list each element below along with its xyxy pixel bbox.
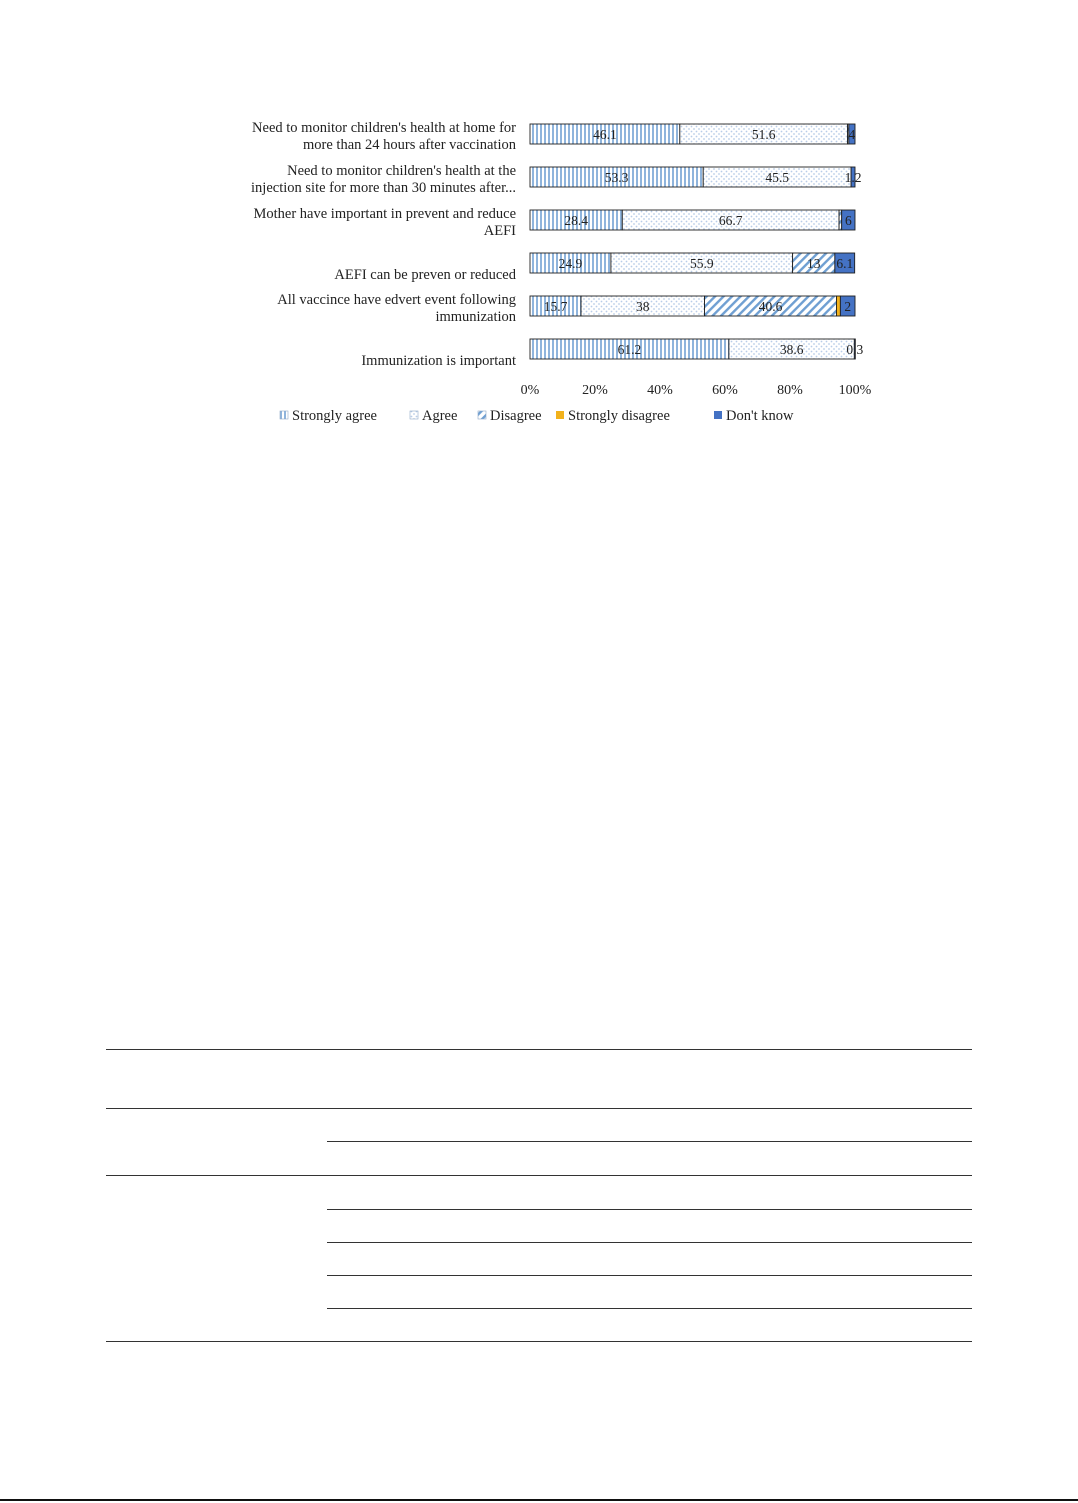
data-label: 55.9 <box>689 256 714 271</box>
data-label: 2 <box>844 299 852 314</box>
stacked-bar-chart <box>0 0 1078 440</box>
category-labels <box>251 120 517 369</box>
x-tick-label: 100% <box>838 383 872 398</box>
table-subrow-rule <box>327 1141 972 1142</box>
data-label: 46.1 <box>593 127 617 142</box>
category-label: AEFI can be preven or reduced <box>334 267 516 283</box>
legend-swatch <box>280 411 288 419</box>
x-tick-label: 40% <box>647 383 673 398</box>
table-top-rule <box>106 1049 972 1050</box>
page-bottom-rule <box>0 1499 1078 1501</box>
data-label: 0.3 <box>846 342 864 357</box>
x-tick-label: 60% <box>712 383 738 398</box>
legend-label: Agree <box>422 408 458 424</box>
table-subrow-rule <box>327 1209 972 1210</box>
category-label: Immunization is important <box>361 353 516 369</box>
legend-swatch <box>478 411 486 419</box>
legend-label: Don't know <box>726 408 794 424</box>
x-tick-label: 0% <box>520 383 540 398</box>
legend-swatch <box>714 411 722 419</box>
bar-segment <box>836 296 840 316</box>
x-tick-label: 80% <box>777 383 803 398</box>
data-label: 28.4 <box>564 213 588 228</box>
data-label: 4 <box>848 127 856 142</box>
category-label: All vaccince have edvert event following immunization <box>277 292 516 325</box>
data-label: 13 <box>806 256 821 271</box>
data-label: 6.1 <box>836 256 854 271</box>
table-subrow-rule <box>327 1242 972 1243</box>
table-bottom-rule <box>106 1341 972 1342</box>
data-label: 15.7 <box>543 299 568 314</box>
data-label: 38 <box>636 299 650 314</box>
legend <box>280 408 794 424</box>
data-label: 38.6 <box>779 342 804 357</box>
table-group-rule <box>106 1175 972 1176</box>
data-label: 1.2 <box>844 170 862 185</box>
legend-label: Strongly agree <box>292 408 377 424</box>
data-label: 40.6 <box>758 299 783 314</box>
x-axis-ticks <box>521 383 872 398</box>
bars <box>530 124 855 359</box>
data-label: 53.3 <box>604 170 629 185</box>
legend-swatch <box>556 411 564 419</box>
table-subrow-rule <box>327 1275 972 1276</box>
data-label: 51.6 <box>751 127 776 142</box>
data-labels <box>544 127 864 357</box>
legend-swatch <box>410 411 418 419</box>
category-label: Need to monitor children's health at home for more than 24 hours after vaccination <box>252 120 516 153</box>
table-header-rule <box>106 1108 972 1109</box>
legend-label: Disagree <box>490 408 542 424</box>
data-label: 66.7 <box>718 213 743 228</box>
data-label: 61.2 <box>617 342 642 357</box>
data-label: 24.9 <box>558 256 583 271</box>
legend-label: Strongly disagree <box>568 408 670 424</box>
x-tick-label: 20% <box>582 383 608 398</box>
table-subrow-rule <box>327 1308 972 1309</box>
data-label: 6 <box>844 213 852 228</box>
data-label: 45.5 <box>765 170 789 185</box>
category-label: Need to monitor children's health at the injection site for more than 30 minutes after... <box>251 163 516 196</box>
category-label: Mother have important in prevent and reduce AEFI <box>253 206 516 239</box>
